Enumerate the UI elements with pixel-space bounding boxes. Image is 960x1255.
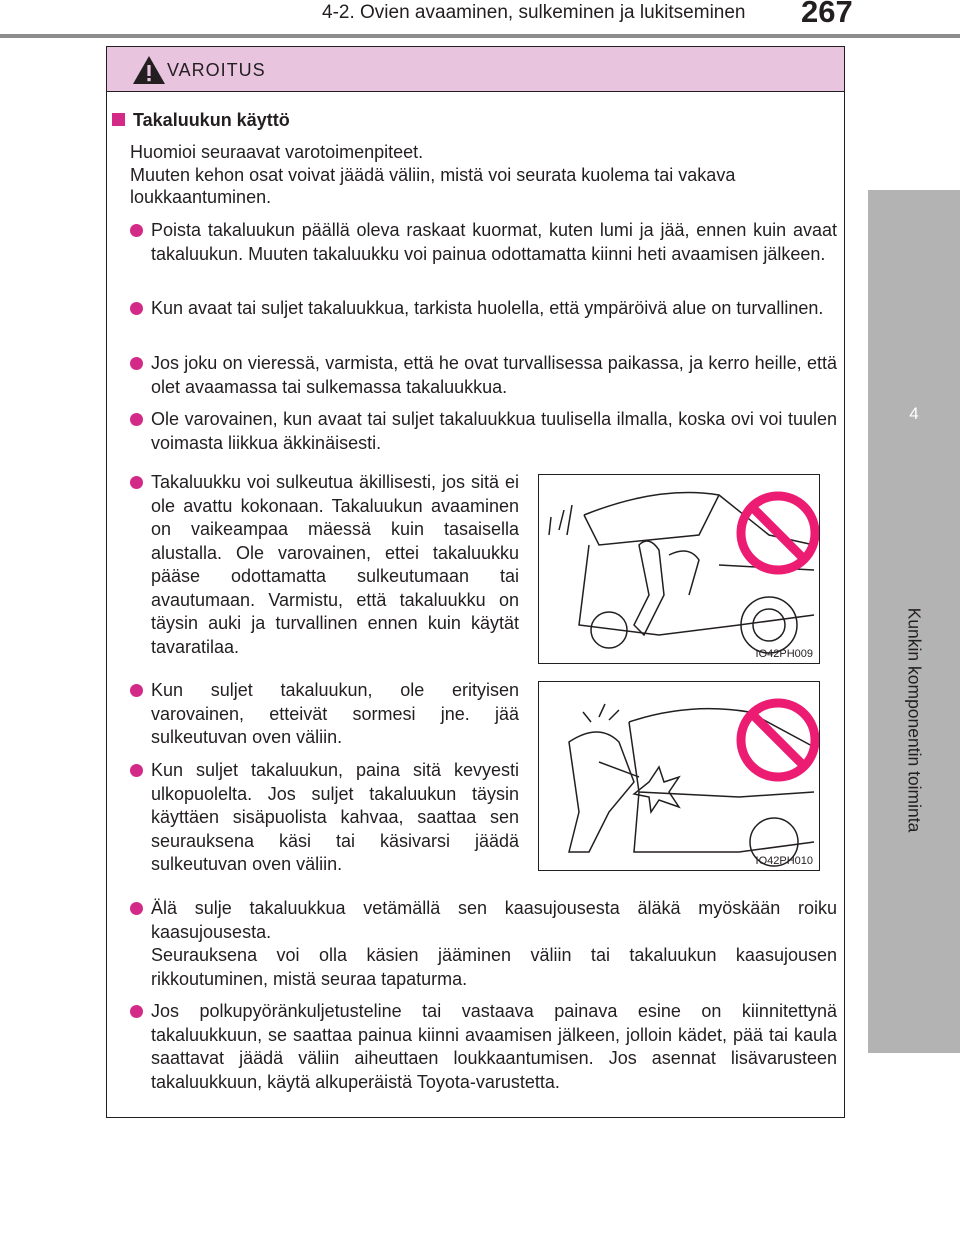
chapter-title: Kunkin komponentin toiminta [904,607,925,833]
bullet-item: Jos polkupyöränkuljetusteline tai vastaava painava esine on kiinnitettynä takaluukkuun, se saattaa painua kiinni avaamisen jälkeen, jolloin kädet, pää tai kaula saattavat jäädä väliin aiheuttaen loukkaantumisen. Jos asennat lisävarusteen takaluukkuun, käytä alkuperäistä Toyota-varustetta. [130,1000,837,1094]
circle-bullet-icon [130,902,143,915]
bullet-item: Kun suljet takaluukun, paina sitä kevyesti ulkopuolelta. Jos suljet takaluukun täysin käyttäen sisäpuolista kahvaa, saattaa sen seurauksena käsi tai käsivarsi jäädä sulkeutuvan oven väliin. [130,759,519,877]
intro-text [130,141,830,209]
circle-bullet-icon [130,684,143,697]
bullet-item: Kun suljet takaluukun, ole erityisen varovainen, etteivät sormesi jne. jää sulkeutuvan oven väliin. [130,679,519,750]
circle-bullet-icon [130,302,143,315]
bullet-item: Poista takaluukun päällä oleva raskaat kuormat, kuten lumi ja jää, ennen kuin avaat takaluukun. Muuten takaluukku voi painua odottamatta kiinni heti avaamisen jälkeen. [130,219,837,266]
circle-bullet-icon [130,357,143,370]
bullet-item: Ole varovainen, kun avaat tai suljet takaluukkua tuulisella ilmalla, koska ovi voi tuulen voimasta liikkua äkkinäisesti. [130,408,837,455]
intro-line: Muuten kehon osat voivat jäädä väliin, mistä voi seurata kuolema tai vakava loukkaantuminen. [130,164,736,207]
bullet-item [130,897,837,991]
intro-line: Huomioi seuraavat varotoimenpiteet. [130,142,424,162]
header-rule [0,34,960,38]
bullet-paragraph: Seurauksena voi olla käsien jääminen väliin tai takaluukun kaasujousen rikkoutuminen, mistä seuraa tapaturma. [151,945,837,989]
warning-triangle-icon [132,55,166,85]
warning-title: VAROITUS [167,60,266,80]
warning-header [107,47,844,92]
figure-code: IO42PH009 [755,648,813,660]
figure-code: IO42PH010 [755,855,813,867]
section-title: Takaluukun käyttö [130,110,290,131]
illustration-open-tailgate [538,474,820,664]
car-tailgate-illustration [539,475,819,663]
chapter-side-tab[interactable] [868,190,960,1053]
bullet-item: Jos joku on vieressä, varmista, että he ovat turvallisessa paikassa, ja kerro heille, että olet avaamassa tai sulkemassa takaluukkua. [130,352,837,399]
chapter-number: 4 [909,404,919,423]
running-header: 4-2. Ovien avaaminen, sulkeminen ja lukitseminen [322,2,746,23]
bullet-paragraph: Älä sulje takaluukkua vetämällä sen kaasujousesta äläkä myöskään roiku kaasujousesta. [151,898,837,942]
bullet-item: Takaluukku voi sulkeutua äkillisesti, jos sitä ei ole avattu kokonaan. Takaluukun avaaminen on vaikeampaa mäessä kuin tasaisella alustalla. Ole varovainen, ettei takaluukku pääse odottamatta sulkeutumaan tai avautumaan. Varmistu, että takaluukku on täysin auki ja turvallinen ennen kuin käytät tavaratilaa. [130,471,519,659]
car-tailgate-closing-illustration [539,682,819,870]
circle-bullet-icon [130,476,143,489]
circle-bullet-icon [130,413,143,426]
page-number: 267 [801,0,853,29]
circle-bullet-icon [130,1005,143,1018]
illustration-closing-tailgate [538,681,820,871]
bullet-item: Kun avaat tai suljet takaluukkua, tarkista huolella, että ympäröivä alue on turvallinen. [130,297,837,321]
square-bullet-icon [112,113,125,126]
circle-bullet-icon [130,224,143,237]
circle-bullet-icon [130,764,143,777]
